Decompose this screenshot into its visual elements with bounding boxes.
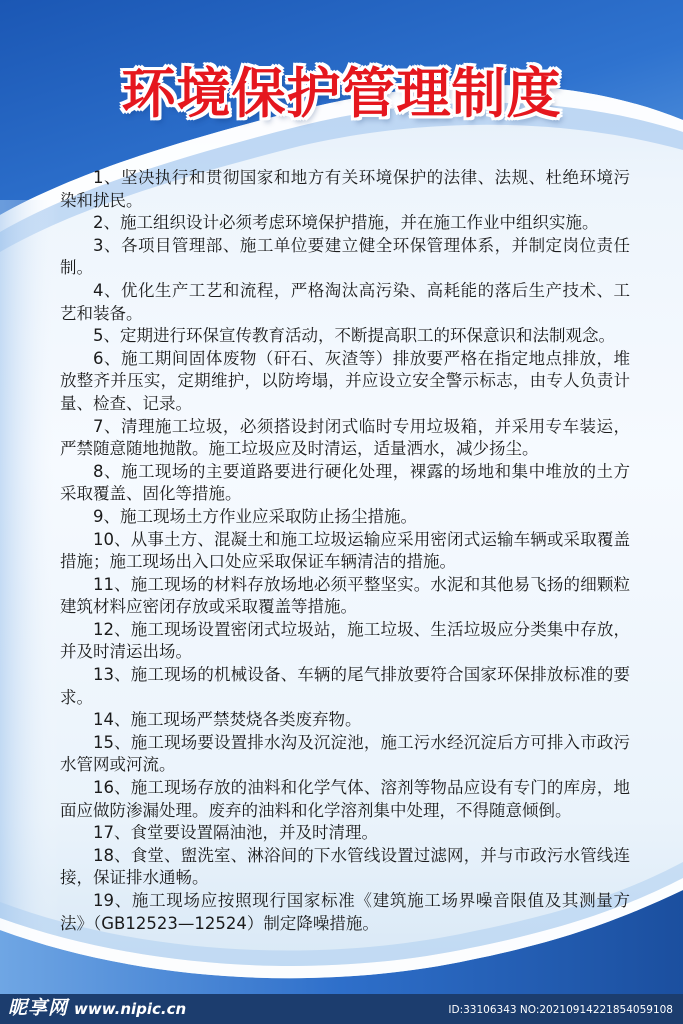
rule-item: 19、施工现场应按照现行国家标准《建筑施工场界噪音限值及其测量方法》（GB12523—12524）制定降噪措施。	[60, 891, 630, 933]
rule-item: 13、施工现场的机械设备、车辆的尾气排放要符合国家环保排放标准的要求。	[60, 665, 630, 707]
rule-item: 5、定期进行环保宣传教育活动，不断提高职工的环保意识和法制观念。	[93, 326, 615, 346]
rule-item: 11、施工现场的材料存放场地必须平整坚实。水泥和其他易飞扬的细颗粒建筑材料应密闭存放或采取覆盖等措施。	[60, 574, 630, 617]
rules-list	[60, 167, 630, 935]
rule-item: 8、施工现场的主要道路要进行硬化处理，裸露的场地和集中堆放的土方采取覆盖、固化等措施。	[60, 461, 630, 504]
rule-item: 1、坚决执行和贯彻国家和地方有关环境保护的法律、法规、杜绝环境污染和扰民。	[60, 168, 630, 210]
rule-item: 14、施工现场严禁焚烧各类废弃物。	[93, 710, 362, 730]
watermark-url: www.nipic.cn	[74, 1000, 187, 1018]
rule-item: 12、施工现场设置密闭式垃圾站，施工垃圾、生活垃圾应分类集中存放，并及时清运出场。	[60, 619, 630, 662]
watermark-band	[0, 994, 683, 1024]
watermark-logo	[8, 993, 186, 1020]
rule-item: 2、施工组织设计必须考虑环境保护措施，并在施工作业中组织实施。	[93, 213, 599, 233]
watermark-id: ID:33106343 NO:20210914221854059108	[448, 1004, 673, 1016]
rule-item: 15、施工现场要设置排水沟及沉淀池，施工污水经沉淀后方可排入市政污水管网或河流。	[60, 732, 630, 775]
rule-item: 3、各项目管理部、施工单位要建立健全环保管理体系，并制定岗位责任制。	[60, 235, 630, 278]
page-title: 环境保护管理制度	[121, 62, 562, 125]
rule-item: 18、食堂、盥洗室、淋浴间的下水管线设置过滤网，并与市政污水管线连接，保证排水通畅。	[60, 845, 630, 888]
watermark-logo-text: 昵享网	[8, 997, 69, 1019]
rule-item: 17、食堂要设置隔油池，并及时清理。	[93, 823, 378, 843]
rule-item: 7、清理施工垃圾，必须搭设封闭式临时专用垃圾箱，并采用专车装运，严禁随意随地抛散。施工垃圾应及时清运，适量洒水，减少扬尘。	[60, 416, 630, 459]
rule-item: 6、施工期间固体废物（矸石、灰渣等）排放要严格在指定地点排放，堆放整齐并压实，定期维护，以防垮塌，并应设立安全警示标志，由专人负责计量、检查、记录。	[60, 348, 630, 413]
rule-item: 9、施工现场土方作业应采取防止扬尘措施。	[93, 506, 417, 526]
rule-item: 16、施工现场存放的油料和化学气体、溶剂等物品应设有专门的库房，地面应做防渗漏处理。废弃的油料和化学溶剂集中处理，不得随意倾倒。	[60, 778, 630, 820]
rule-item: 4、优化生产工艺和流程，严格淘汰高污染、高耗能的落后生产技术、工艺和装备。	[60, 280, 630, 323]
rule-item: 10、从事土方、混凝土和施工垃圾运输应采用密闭式运输车辆或采取覆盖措施；施工现场出入口处应采取保证车辆清洁的措施。	[60, 529, 630, 572]
